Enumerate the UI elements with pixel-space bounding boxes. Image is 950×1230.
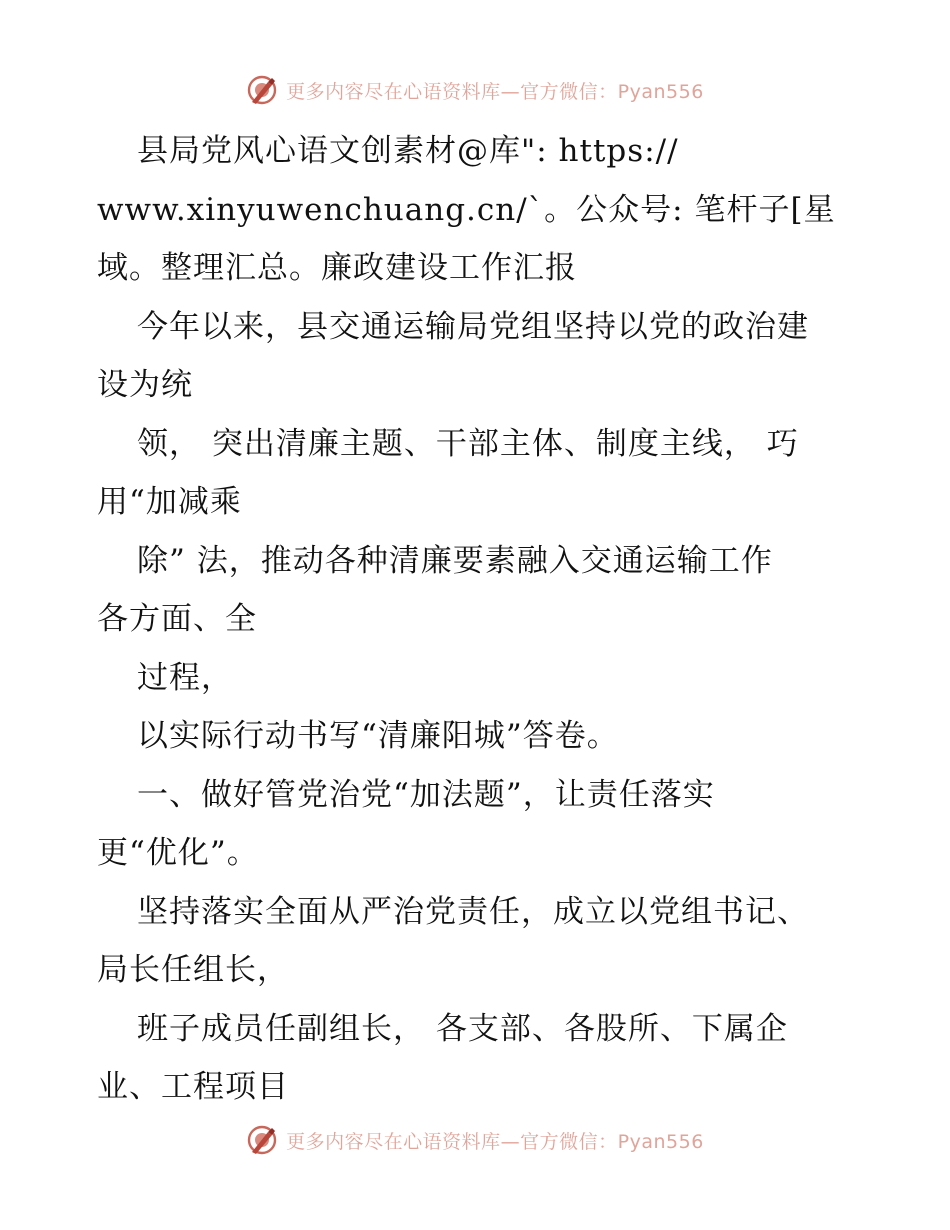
text-line: 过程，: [137, 659, 233, 696]
text-line: 坚持落实全面从严治党责任，成立以党组书记、: [137, 893, 809, 930]
text-line: 今年以来，县交通运输局党组坚持以党的政治建: [137, 308, 809, 345]
document-body: [97, 122, 857, 1117]
text-line: 域。整理汇总。廉政建设工作汇报: [97, 250, 577, 286]
section-heading-continued: 更“优化”。: [97, 835, 259, 871]
pen-logo-icon: [246, 1124, 278, 1156]
section-heading: 一、做好管党治党“加法题”，让责任落实: [137, 776, 715, 813]
text-line: 县局党风心语文创素材@库": https://: [137, 133, 679, 169]
text-line: 除” 法，推动各种清廉要素融入交通运输工作: [137, 542, 773, 579]
text-line: 以实际行动书写“清廉阳城”答卷。: [137, 718, 619, 754]
text-line: 各方面、全: [97, 601, 257, 637]
text-line: 局长任组长，: [97, 952, 289, 988]
text-line: 业、工程项目: [97, 1069, 289, 1105]
text-line: 领， 突出清廉主题、干部主体、制度主线， 巧: [137, 425, 799, 462]
watermark-text: 更多内容尽在心语资料库—官方微信：Pyan556: [286, 80, 704, 103]
header-watermark: [0, 70, 950, 110]
watermark-text: 更多内容尽在心语资料库—官方微信：Pyan556: [286, 1130, 704, 1153]
text-line: 设为统: [97, 367, 193, 403]
footer-watermark: [0, 1120, 950, 1160]
text-line: www.xinyuwenchuang.cn/`。公众号: 笔杆子[星: [97, 191, 836, 228]
text-line: 用“加减乘: [97, 484, 242, 520]
text-line: 班子成员任副组长， 各支部、各股所、下属企: [137, 1010, 788, 1047]
pen-logo-icon: [246, 74, 278, 106]
